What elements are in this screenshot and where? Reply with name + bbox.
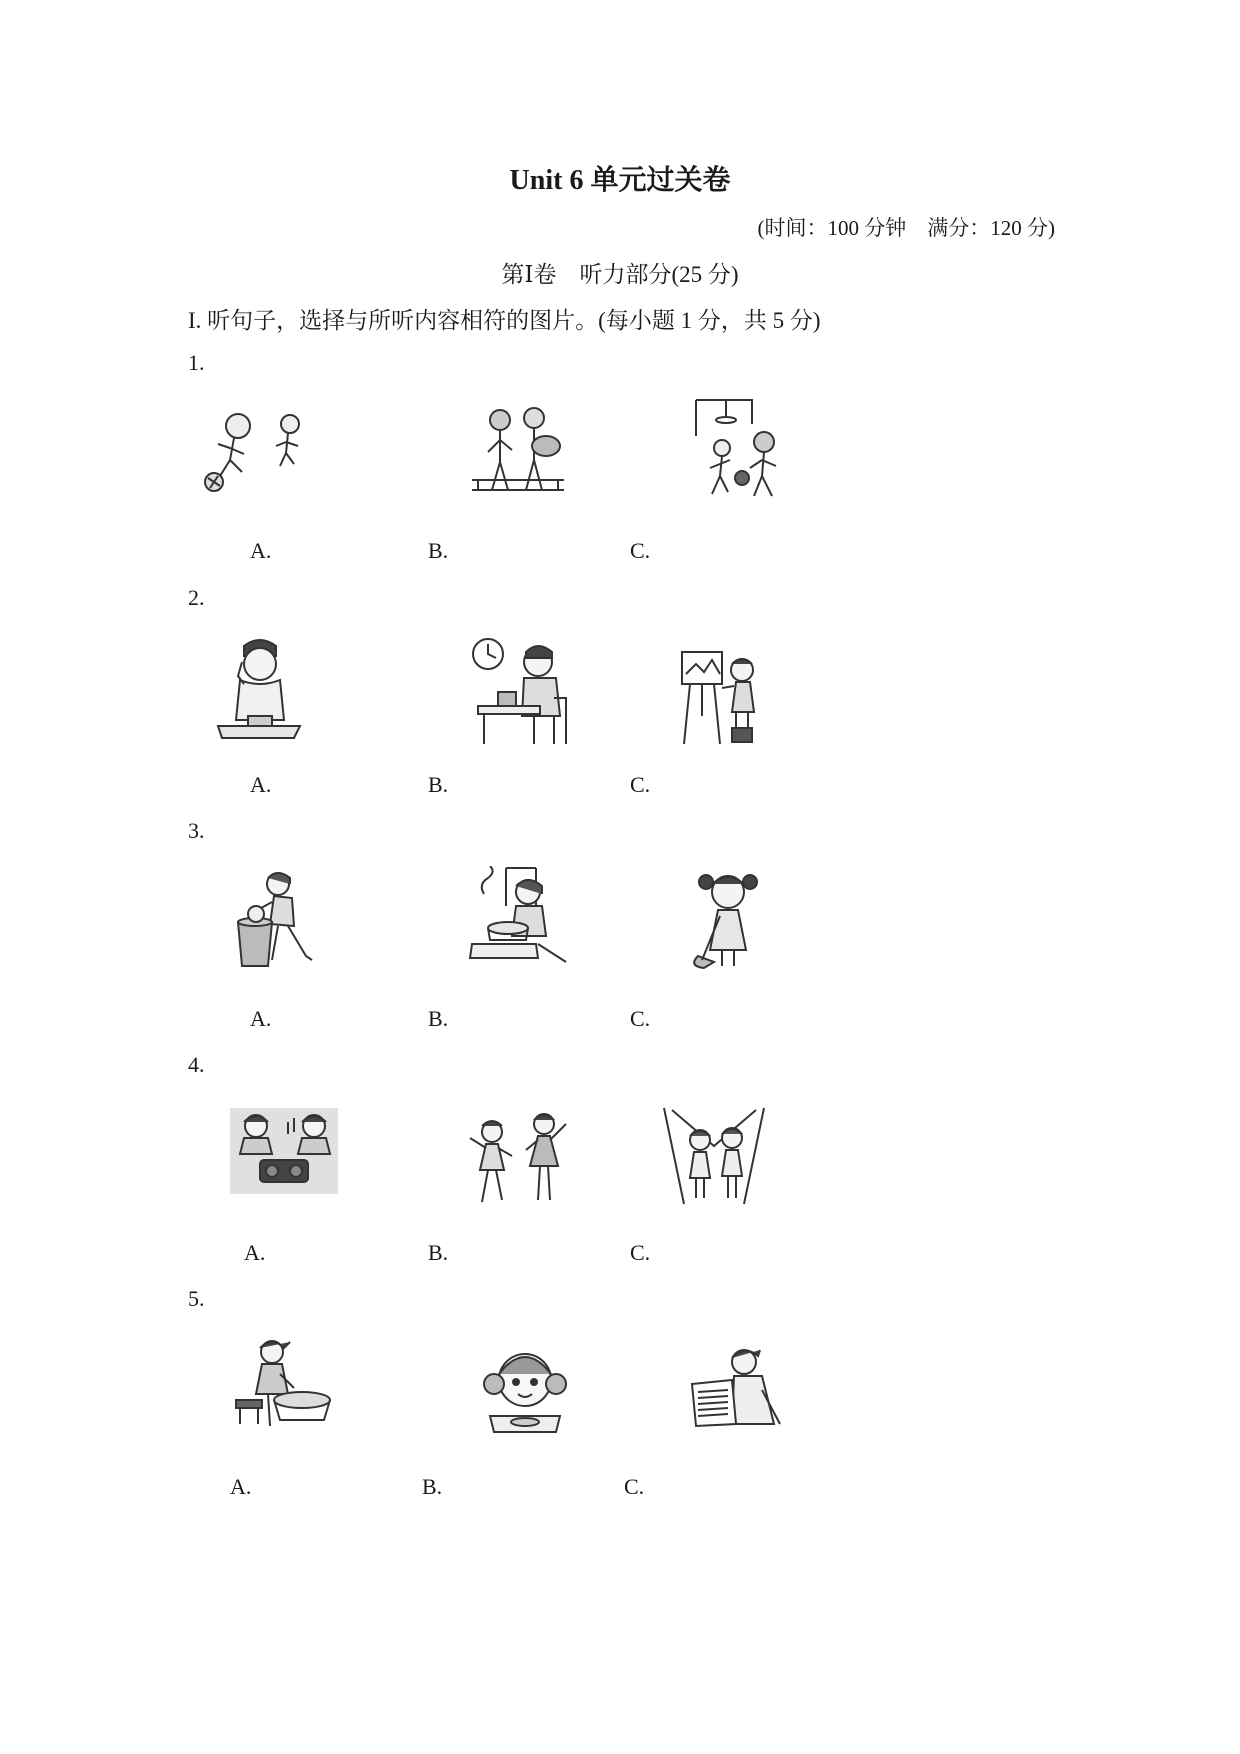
girl-eating-icon	[482, 1340, 568, 1434]
kids-playing-basketball-icon	[692, 396, 792, 500]
girl-cooking-icon	[466, 866, 570, 964]
option-label[interactable]: A.	[250, 1006, 272, 1031]
question-number: 3.	[188, 818, 205, 843]
kids-playing-football-icon	[200, 398, 310, 498]
option-label[interactable]: B.	[428, 1006, 449, 1031]
option-label[interactable]: C.	[630, 772, 651, 797]
option-label[interactable]: B.	[428, 538, 449, 563]
option-label[interactable]: C.	[624, 1474, 645, 1499]
section-instruction: I. 听句子，选择与所听内容相符的图片。(每小题 1 分，共 5 分)	[188, 308, 821, 333]
girls-dancing-icon	[462, 1110, 572, 1210]
question-number: 5.	[188, 1286, 205, 1311]
option-label[interactable]: C.	[630, 538, 651, 563]
option-label[interactable]: B.	[428, 1240, 449, 1265]
girl-washing-clothes-icon	[232, 1334, 332, 1430]
boy-on-telephone-icon	[214, 636, 304, 746]
option-label[interactable]: A.	[250, 538, 272, 563]
kids-going-swimming-icon	[468, 400, 568, 500]
option-label[interactable]: C.	[630, 1006, 651, 1031]
girl-reading-newspaper-icon	[688, 1340, 784, 1430]
exam-meta: (时间：100 分钟 满分：120 分)	[757, 216, 1055, 240]
part-heading: 第Ⅰ卷 听力部分(25 分)	[501, 262, 739, 287]
question-number: 4.	[188, 1052, 205, 1077]
girl-at-painting-easel-icon	[676, 646, 768, 746]
boy-at-desk-with-clock-icon	[470, 636, 570, 746]
option-label[interactable]: B.	[428, 772, 449, 797]
question-number: 1.	[188, 350, 205, 375]
girl-taking-out-trash-icon	[232, 868, 324, 968]
question-number: 2.	[188, 585, 205, 610]
option-label[interactable]: C.	[630, 1240, 651, 1265]
option-label[interactable]: A.	[230, 1474, 252, 1499]
option-label[interactable]: A.	[244, 1240, 266, 1265]
option-label[interactable]: B.	[422, 1474, 443, 1499]
page-title: Unit 6 单元过关卷	[509, 165, 731, 196]
girls-singing-on-stage-icon	[662, 1106, 766, 1206]
girl-sweeping-floor-icon	[680, 866, 772, 970]
girls-listening-to-music-icon	[230, 1108, 338, 1194]
option-label[interactable]: A.	[250, 772, 272, 797]
